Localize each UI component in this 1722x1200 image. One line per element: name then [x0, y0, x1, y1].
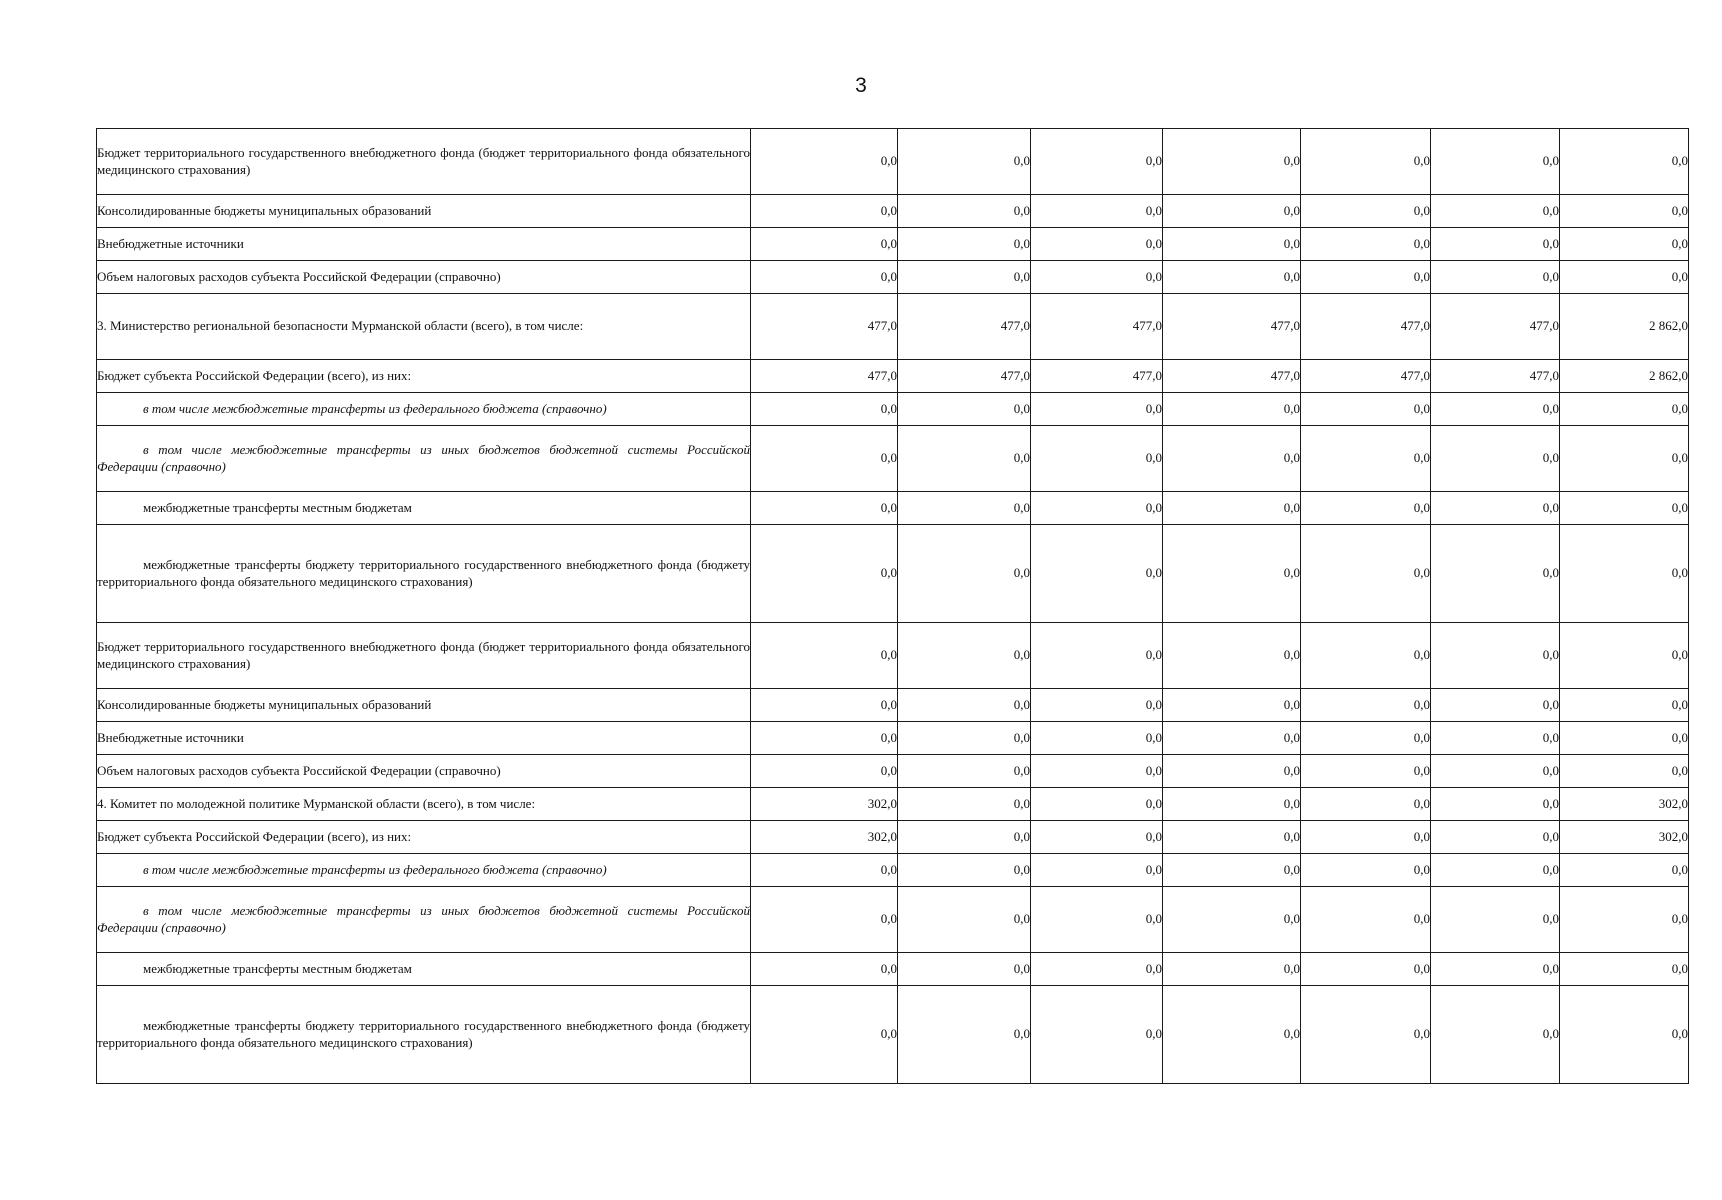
table-row [97, 821, 1689, 854]
cell-value: 477,0 [1031, 360, 1163, 393]
cell-value: 0,0 [1031, 887, 1163, 953]
cell-value: 0,0 [1560, 755, 1689, 788]
cell-value: 0,0 [1031, 228, 1163, 261]
cell-value: 0,0 [1301, 887, 1431, 953]
table-row [97, 492, 1689, 525]
row-label: Консолидированные бюджеты муниципальных образований [97, 689, 751, 722]
cell-value: 0,0 [1301, 854, 1431, 887]
row-label: Бюджет территориального государственного внебюджетного фонда (бюджет территориального фонда обязательного медицинского страхования) [97, 623, 751, 689]
budget-table [96, 128, 1689, 1084]
cell-value: 0,0 [1163, 426, 1301, 492]
cell-value: 0,0 [1163, 525, 1301, 623]
cell-value: 0,0 [1560, 393, 1689, 426]
cell-value: 0,0 [1301, 261, 1431, 294]
cell-value: 0,0 [1560, 854, 1689, 887]
cell-value: 0,0 [1031, 788, 1163, 821]
row-label: 4. Комитет по молодежной политике Мурманской области (всего), в том числе: [97, 788, 751, 821]
cell-value: 0,0 [1431, 887, 1560, 953]
row-label: межбюджетные трансферты местным бюджетам [97, 953, 751, 986]
budget-table-body [97, 129, 1689, 1084]
cell-value: 0,0 [898, 755, 1031, 788]
cell-value: 0,0 [751, 261, 898, 294]
cell-value: 0,0 [1560, 228, 1689, 261]
table-row [97, 228, 1689, 261]
cell-value: 0,0 [1301, 129, 1431, 195]
cell-value: 0,0 [1031, 195, 1163, 228]
cell-value: 302,0 [751, 788, 898, 821]
cell-value: 0,0 [1431, 788, 1560, 821]
cell-value: 0,0 [1431, 426, 1560, 492]
cell-value: 0,0 [1163, 788, 1301, 821]
cell-value: 0,0 [751, 887, 898, 953]
cell-value: 0,0 [898, 195, 1031, 228]
cell-value: 477,0 [898, 360, 1031, 393]
table-row [97, 755, 1689, 788]
cell-value: 0,0 [1560, 953, 1689, 986]
cell-value: 0,0 [898, 623, 1031, 689]
cell-value: 0,0 [898, 129, 1031, 195]
cell-value: 0,0 [1560, 129, 1689, 195]
cell-value: 477,0 [1163, 294, 1301, 360]
cell-value: 0,0 [898, 261, 1031, 294]
cell-value: 0,0 [1301, 426, 1431, 492]
cell-value: 0,0 [898, 426, 1031, 492]
table-row [97, 393, 1689, 426]
cell-value: 0,0 [1163, 887, 1301, 953]
cell-value: 0,0 [1163, 986, 1301, 1084]
cell-value: 0,0 [1163, 755, 1301, 788]
table-row [97, 426, 1689, 492]
cell-value: 477,0 [751, 294, 898, 360]
table-row [97, 294, 1689, 360]
cell-value: 0,0 [898, 722, 1031, 755]
cell-value: 0,0 [1031, 525, 1163, 623]
cell-value: 0,0 [898, 986, 1031, 1084]
cell-value: 477,0 [1163, 360, 1301, 393]
cell-value: 0,0 [1031, 755, 1163, 788]
cell-value: 477,0 [1031, 294, 1163, 360]
cell-value: 0,0 [1301, 623, 1431, 689]
table-row [97, 986, 1689, 1084]
cell-value: 0,0 [751, 722, 898, 755]
cell-value: 0,0 [1301, 986, 1431, 1084]
row-label: в том числе межбюджетные трансферты из федерального бюджета (справочно) [97, 393, 751, 426]
cell-value: 0,0 [751, 492, 898, 525]
table-row [97, 953, 1689, 986]
table-row [97, 525, 1689, 623]
cell-value: 0,0 [1431, 755, 1560, 788]
cell-value: 0,0 [898, 887, 1031, 953]
cell-value: 0,0 [751, 426, 898, 492]
cell-value: 0,0 [751, 525, 898, 623]
cell-value: 0,0 [898, 525, 1031, 623]
cell-value: 0,0 [1431, 393, 1560, 426]
cell-value: 0,0 [1560, 492, 1689, 525]
cell-value: 0,0 [1560, 195, 1689, 228]
cell-value: 477,0 [1301, 294, 1431, 360]
cell-value: 0,0 [751, 129, 898, 195]
cell-value: 302,0 [751, 821, 898, 854]
cell-value: 0,0 [1163, 722, 1301, 755]
cell-value: 0,0 [898, 854, 1031, 887]
cell-value: 0,0 [1031, 129, 1163, 195]
cell-value: 0,0 [1163, 854, 1301, 887]
cell-value: 0,0 [1301, 821, 1431, 854]
cell-value: 0,0 [1301, 755, 1431, 788]
cell-value: 0,0 [1163, 492, 1301, 525]
cell-value: 0,0 [1560, 722, 1689, 755]
cell-value: 0,0 [1431, 689, 1560, 722]
table-row [97, 689, 1689, 722]
cell-value: 0,0 [898, 393, 1031, 426]
cell-value: 477,0 [898, 294, 1031, 360]
cell-value: 0,0 [751, 228, 898, 261]
table-row [97, 360, 1689, 393]
table-row [97, 788, 1689, 821]
table-row [97, 261, 1689, 294]
cell-value: 2 862,0 [1560, 294, 1689, 360]
cell-value: 0,0 [1431, 821, 1560, 854]
cell-value: 0,0 [898, 228, 1031, 261]
cell-value: 0,0 [751, 689, 898, 722]
cell-value: 0,0 [1431, 129, 1560, 195]
cell-value: 0,0 [1431, 854, 1560, 887]
cell-value: 0,0 [751, 953, 898, 986]
cell-value: 0,0 [1301, 788, 1431, 821]
cell-value: 2 862,0 [1560, 360, 1689, 393]
cell-value: 0,0 [1301, 722, 1431, 755]
cell-value: 0,0 [1560, 623, 1689, 689]
cell-value: 0,0 [1560, 261, 1689, 294]
cell-value: 0,0 [751, 393, 898, 426]
cell-value: 0,0 [1431, 525, 1560, 623]
cell-value: 0,0 [1163, 393, 1301, 426]
cell-value: 477,0 [1301, 360, 1431, 393]
cell-value: 0,0 [898, 821, 1031, 854]
cell-value: 477,0 [751, 360, 898, 393]
row-label: Консолидированные бюджеты муниципальных образований [97, 195, 751, 228]
cell-value: 0,0 [751, 755, 898, 788]
row-label: Бюджет субъекта Российской Федерации (всего), из них: [97, 821, 751, 854]
cell-value: 0,0 [1301, 953, 1431, 986]
cell-value: 0,0 [1163, 129, 1301, 195]
row-label: Бюджет территориального государственного внебюджетного фонда (бюджет территориального фонда обязательного медицинского страхования) [97, 129, 751, 195]
row-label: 3. Министерство региональной безопасности Мурманской области (всего), в том числе: [97, 294, 751, 360]
row-label: Объем налоговых расходов субъекта Российской Федерации (справочно) [97, 755, 751, 788]
row-label: Объем налоговых расходов субъекта Российской Федерации (справочно) [97, 261, 751, 294]
row-label: межбюджетные трансферты бюджету территориального государственного внебюджетного фонда (бюджету территориального фонда обязательного медицинского страхования) [97, 525, 751, 623]
cell-value: 0,0 [1301, 228, 1431, 261]
cell-value: 0,0 [751, 986, 898, 1084]
cell-value: 0,0 [1031, 393, 1163, 426]
cell-value: 0,0 [1560, 525, 1689, 623]
cell-value: 0,0 [898, 788, 1031, 821]
cell-value: 0,0 [1301, 195, 1431, 228]
cell-value: 0,0 [1431, 492, 1560, 525]
cell-value: 0,0 [1163, 195, 1301, 228]
cell-value: 0,0 [1031, 854, 1163, 887]
cell-value: 0,0 [898, 953, 1031, 986]
table-row [97, 129, 1689, 195]
cell-value: 0,0 [1031, 953, 1163, 986]
cell-value: 0,0 [1163, 228, 1301, 261]
cell-value: 0,0 [1031, 821, 1163, 854]
cell-value: 0,0 [1560, 426, 1689, 492]
cell-value: 0,0 [1031, 426, 1163, 492]
cell-value: 0,0 [1031, 623, 1163, 689]
cell-value: 0,0 [1163, 953, 1301, 986]
page-number: 3 [855, 74, 867, 97]
cell-value: 0,0 [1301, 492, 1431, 525]
cell-value: 0,0 [751, 854, 898, 887]
cell-value: 0,0 [1163, 689, 1301, 722]
cell-value: 0,0 [1431, 261, 1560, 294]
row-label: в том числе межбюджетные трансферты из иных бюджетов бюджетной системы Российской Федерации (справочно) [97, 887, 751, 953]
cell-value: 0,0 [1301, 689, 1431, 722]
cell-value: 0,0 [751, 623, 898, 689]
cell-value: 0,0 [1560, 986, 1689, 1084]
cell-value: 0,0 [1301, 525, 1431, 623]
cell-value: 0,0 [1031, 689, 1163, 722]
table-row [97, 722, 1689, 755]
cell-value: 477,0 [1431, 294, 1560, 360]
cell-value: 0,0 [1163, 623, 1301, 689]
cell-value: 0,0 [1431, 986, 1560, 1084]
cell-value: 0,0 [1031, 261, 1163, 294]
cell-value: 0,0 [1560, 689, 1689, 722]
table-row [97, 623, 1689, 689]
cell-value: 302,0 [1560, 788, 1689, 821]
row-label: межбюджетные трансферты местным бюджетам [97, 492, 751, 525]
cell-value: 0,0 [1431, 623, 1560, 689]
cell-value: 0,0 [1163, 821, 1301, 854]
cell-value: 0,0 [1031, 492, 1163, 525]
cell-value: 0,0 [898, 492, 1031, 525]
cell-value: 0,0 [1431, 953, 1560, 986]
cell-value: 0,0 [1031, 986, 1163, 1084]
row-label: в том числе межбюджетные трансферты из иных бюджетов бюджетной системы Российской Федерации (справочно) [97, 426, 751, 492]
cell-value: 0,0 [1431, 228, 1560, 261]
cell-value: 477,0 [1431, 360, 1560, 393]
cell-value: 0,0 [1031, 722, 1163, 755]
cell-value: 0,0 [751, 195, 898, 228]
row-label: межбюджетные трансферты бюджету территориального государственного внебюджетного фонда (бюджету территориального фонда обязательного медицинского страхования) [97, 986, 751, 1084]
table-row [97, 854, 1689, 887]
cell-value: 0,0 [1431, 722, 1560, 755]
row-label: Внебюджетные источники [97, 228, 751, 261]
cell-value: 0,0 [898, 689, 1031, 722]
row-label: Бюджет субъекта Российской Федерации (всего), из них: [97, 360, 751, 393]
cell-value: 0,0 [1431, 195, 1560, 228]
cell-value: 0,0 [1560, 887, 1689, 953]
table-row [97, 887, 1689, 953]
row-label: Внебюджетные источники [97, 722, 751, 755]
cell-value: 302,0 [1560, 821, 1689, 854]
cell-value: 0,0 [1301, 393, 1431, 426]
row-label: в том числе межбюджетные трансферты из федерального бюджета (справочно) [97, 854, 751, 887]
cell-value: 0,0 [1163, 261, 1301, 294]
table-row [97, 195, 1689, 228]
